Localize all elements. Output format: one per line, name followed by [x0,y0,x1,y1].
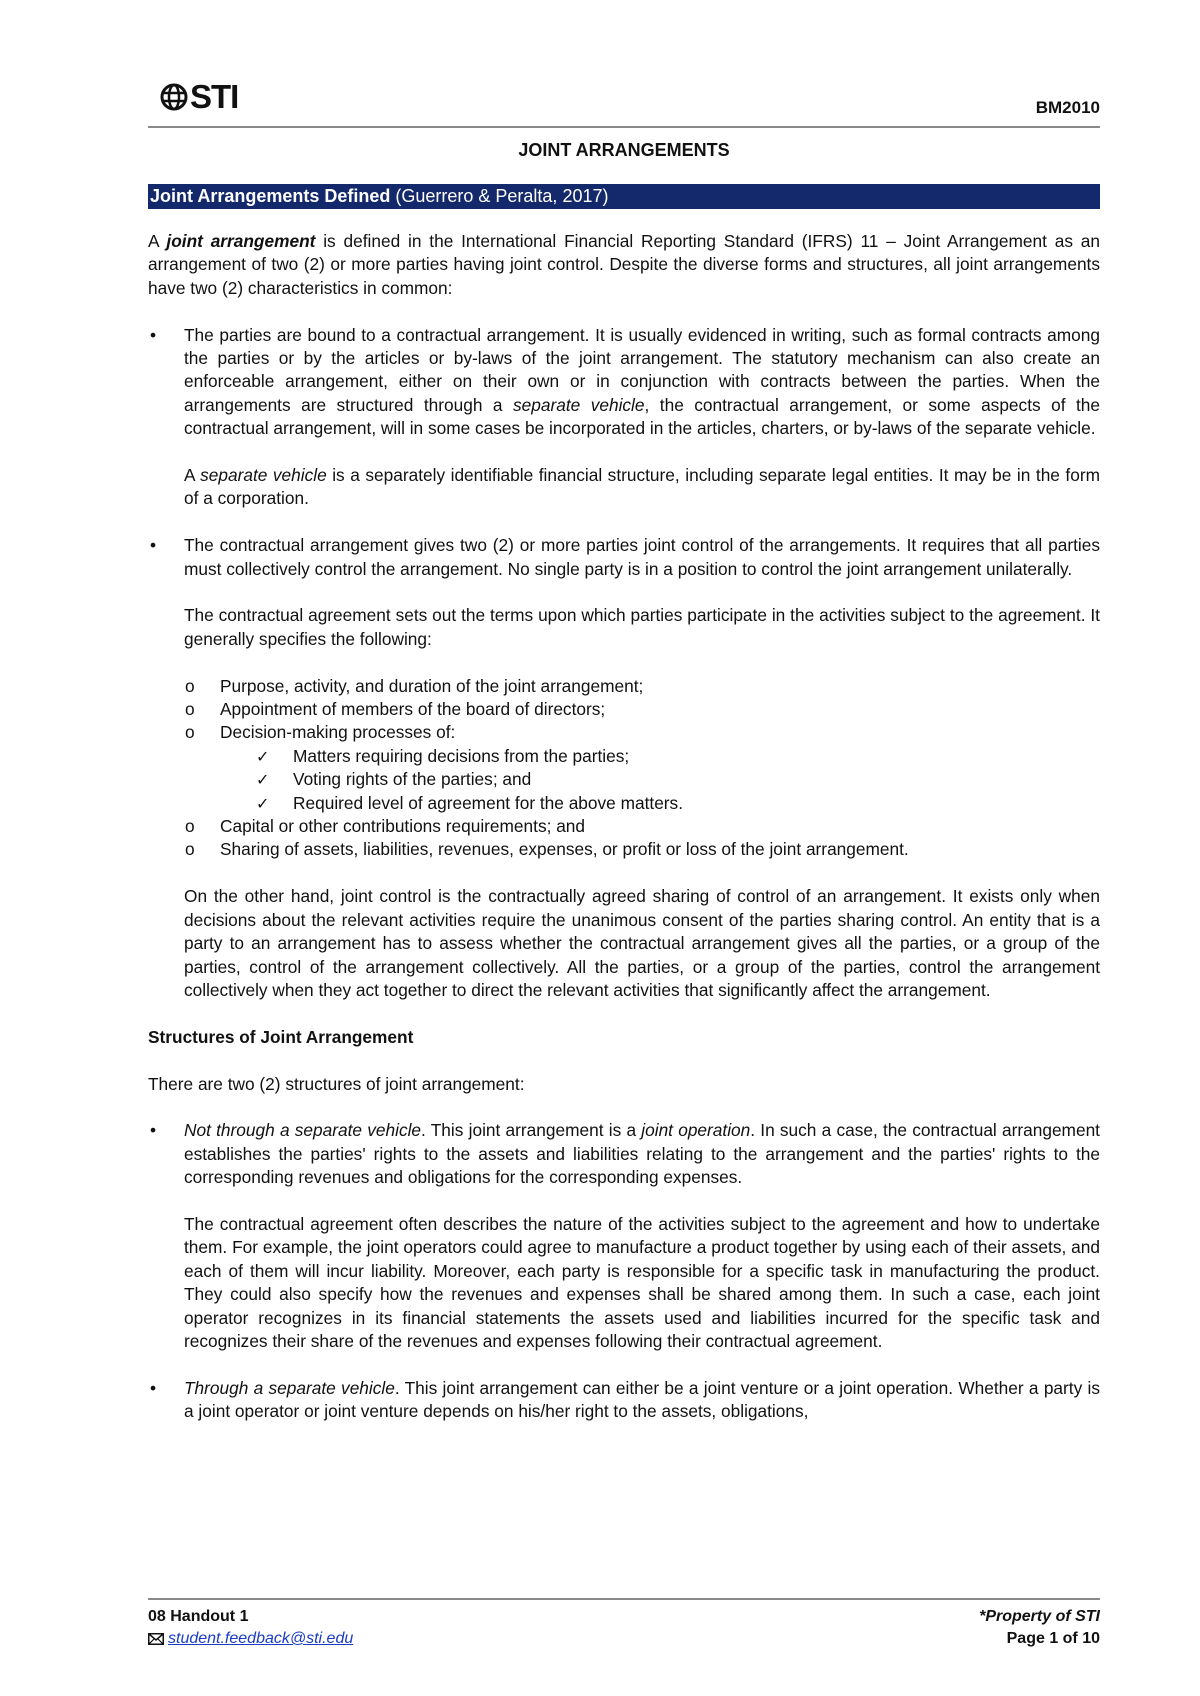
list-item: • Through a separate vehicle. This joint arrangement can either be a joint venture or a joint operation. Whether a party is a joint operator or joint venture depends on his/her right to the assets, obligations, [150,1377,1100,1422]
list-item: • The parties are bound to a contractual arrangement. It is usually evidenced in writing, such as formal contracts among the parties or by the articles or by-laws of the joint arrangement. The statutory mechanism can also create an enforceable arrangement, either on their own or in conjunction with contracts between the parties. When the arrangements are structured through a separate vehicle, the contractual arrangement, or some aspects of the contractual arrangement, will in some cases be incorporated in the articles, charters, or by-laws of the separate vehicle. [150,324,1100,439]
checkmark-icon: ✓ [256,793,270,813]
joint-operation-paragraph: The contractual agreement often describes the nature of the activities subject to the agreement and how to undertake them. For example, the joint operators could agree to manufacture a product together by using each of their assets, and each of them will incur liability. Moreover, each party is responsible for a specific task in manufacturing the product. They could also specify how the revenues and expenses shall be shared among them. In such a case, each joint operator recognizes in its financial statements the assets used and liabilities incurred for the specific task and recognizes their share of the revenues and expenses following their contractual agreement. [184,1213,1100,1351]
bullet-icon: • [150,1120,157,1141]
globe-icon [160,83,188,111]
bullet-icon: • [150,1377,157,1398]
document-code: BM2010 [1035,98,1100,117]
section-header-bar [148,184,1100,209]
intro-paragraph: A joint arrangement is defined in the International Financial Reporting Standard (IFRS) 11 – Joint Arrangement as an arrangement of two (2) or more parties having joint control. Despite the diverse forms and structures, all joint arrangements have two (2) characteristics in common: [148,231,1101,298]
joint-control-paragraph: On the other hand, joint control is the contractually agreed sharing of control of an arrangement. It exists only when decisions about the relevant activities require the unanimous consent of the parties sharing control. An entity that is a party to an arrangement has to assess whether the contractual arrangement gives all the parties, or a group of the parties, control of the arrangement collectively. All the parties, or a group of the parties, control the arrangement collectively when they act together to direct the relevant activities that significantly affect the arrangement. [184,886,1100,1000]
footer-divider [148,1598,1100,1600]
list-item: • The contractual arrangement gives two (2) or more parties joint control of the arrangements. It requires that all parties must collectively control the arrangement. No single party is in a position to control the joint arrangement unilaterally. [150,535,1100,579]
sub-list-item: o Purpose, activity, and duration of the joint arrangement; [148,675,1100,698]
circle-bullet-icon: o [185,722,195,743]
property-label: *Property of STI [979,1608,1100,1625]
circle-bullet-icon: o [185,699,195,720]
circle-bullet-icon: o [185,839,195,860]
feedback-email-link[interactable]: student.feedback@sti.edu [168,1630,354,1647]
envelope-icon [148,1633,164,1645]
page-number: Page 1 of 10 [1006,1630,1100,1647]
header-divider [148,126,1100,128]
logo-text: STI [190,78,239,115]
list-item: • Not through a separate vehicle. This joint arrangement is a joint operation. In such a case, the contractual arrangement establishes the parties' rights to the assets and liabilities relating to the arrangement and the parties' rights to the corresponding revenues and obligations for the corresponding expenses. [150,1120,1100,1188]
bullet-icon: • [150,535,157,556]
circle-bullet-icon: o [185,675,195,696]
check-list-item: ✓ Matters requiring decisions from the parties; [148,745,1100,768]
sub-list-item: o Sharing of assets, liabilities, revenues, expenses, or profit or loss of the joint arrangement. [148,838,1100,861]
checkmark-icon: ✓ [256,770,270,790]
body-content [148,230,1100,1424]
separate-vehicle-note: A separate vehicle is a separately identifiable financial structure, including separate legal entities. It may be in the form of a corporation. [184,465,1100,509]
check-list-item: ✓ Required level of agreement for the above matters. [148,792,1100,815]
sub-list-item: o Decision-making processes of: [148,721,1100,744]
checkmark-icon: ✓ [256,746,270,766]
defined-term: joint arrangement [166,231,316,251]
agreement-paragraph: The contractual agreement sets out the terms upon which parties participate in the activities subject to the agreement. It generally specifies the following: [184,605,1100,649]
section-heading: Structures of Joint Arrangement [148,1026,414,1047]
section-citation: (Guerrero & Peralta, 2017) [390,186,609,206]
page-title: JOINT ARRANGEMENTS [518,140,730,160]
check-list-item: ✓ Voting rights of the parties; and [148,768,1100,791]
handout-label: 08 Handout 1 [148,1608,249,1625]
sub-list-item: o Appointment of members of the board of directors; [148,698,1100,721]
structures-intro: There are two (2) structures of joint arrangement: [148,1073,525,1094]
circle-bullet-icon: o [185,816,195,837]
section-title: Joint Arrangements Defined [150,186,391,206]
sti-logo [160,80,238,113]
sub-list-item: o Capital or other contributions requirements; and [148,815,1100,838]
bullet-icon: • [150,324,157,345]
